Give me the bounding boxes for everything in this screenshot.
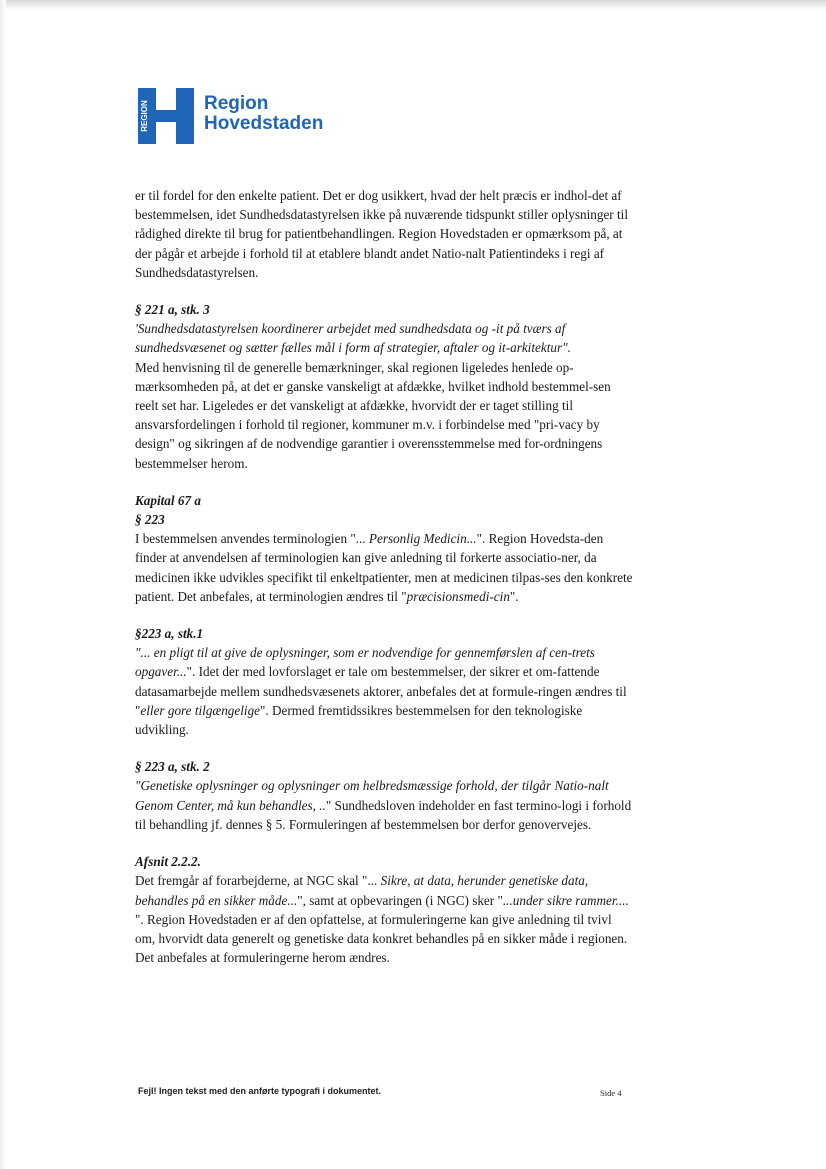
logo-line-1: Region bbox=[204, 93, 269, 114]
term-under-sikre-rammer: ...under sikre rammer.... bbox=[502, 892, 629, 908]
scan-edge-top bbox=[0, 0, 826, 10]
section-paragraph bbox=[135, 776, 635, 834]
logo-mark-text: REGION bbox=[140, 100, 149, 132]
section-223a-stk2 bbox=[135, 757, 635, 834]
region-logo bbox=[138, 88, 323, 144]
section-quote: "Genetiske oplysninger og oplysninger om helbredsmæssige forhold, der tilgår Natio-nalt Genom Center, må kun behandles, .. bbox=[135, 778, 609, 813]
section-afsnit-222 bbox=[135, 852, 635, 967]
section-heading: §223 a, stk.1 bbox=[135, 626, 204, 642]
text-run: Det fremgår af forarbejderne, at NGC skal "... bbox=[135, 873, 381, 889]
document-body bbox=[135, 186, 635, 985]
section-paragraph bbox=[135, 643, 635, 739]
term-eller-gore-tilgaengelige: eller gore tilgængelige bbox=[140, 702, 261, 718]
section-heading: Afsnit 2.2.2. bbox=[135, 854, 201, 870]
section-quote: 'Sundhedsdatastyrelsen koordinerer arbejdet med sundhedsdata og -it på tværs af sundhedsvæsenet og sætter fælles mål i form af strategier, aftaler og it-arkitektur". bbox=[135, 321, 571, 356]
text-run: ". Region Hovedsta-den finder at anvendelsen af terminologien kan give anledning til forkerte associatio-ner, da medicinen ikke udvikles specifikt til enkeltpatienter, men at medicinen tilpas-ses den konkrete patient. Det anbefales, at terminologien ændres til " bbox=[135, 531, 633, 604]
section-paragraph bbox=[135, 871, 635, 967]
intro-section bbox=[135, 186, 635, 282]
section-221a-stk3 bbox=[135, 300, 635, 473]
section-223 bbox=[135, 491, 635, 606]
text-run: ", samt at opbevaringen (i NGC) sker " bbox=[297, 892, 503, 908]
section-paragraph: Med henvisning til de generelle bemærkninger, skal regionen ligeledes henlede op-mærksomheden på, at det er ganske vanskeligt at afdække, hvilket indhold bestemmel-sen reelt set har. Ligeledes er det vanskeligt at afdække, hvorvidt der er taget stilling til ansvarsfordelingen i forhold til regioner, kommuner m.v. i forbindelse med "pri-vacy by design" og sikringen af de nodvendige garantier i overensstemmelse med for-ordningens bestemmelser herom. bbox=[135, 359, 611, 471]
text-run: ". bbox=[509, 588, 519, 604]
text-run: " Sundhedsloven indeholder en fast termino-logi i forhold til behandling jf. dennes § 5. Formuleringen af bestemmelsen bor derfor genovervejes. bbox=[135, 797, 632, 832]
text-run: ". Idet der med lovforslaget er tale om bestemmelser, der sikrer et om-fattende datasamarbejde mellem sundhedsvæsenets aktorer, anbefales det at formule-ringen ændres til " bbox=[135, 664, 627, 718]
logo-wordmark bbox=[204, 94, 323, 134]
chapter-heading: Kapital 67 a bbox=[135, 492, 201, 508]
footer-page-number: Side 4 bbox=[600, 1088, 622, 1098]
section-paragraph bbox=[135, 529, 635, 606]
term-praecisionsmedicin: præcisionsmedi-cin bbox=[406, 588, 510, 604]
intro-paragraph: er til fordel for den enkelte patient. Det er dog usikkert, hvad der helt præcis er indhol-det af bestemmelsen, idet Sundhedsdatastyrelsen ikke på nuværende tidspunkt stiller oplysninger til rådighed direkte til brug for patientbehandlingen. Region Hovedstaden er opmærksom på, at der pågår et arbejde i forhold til at etablere blandt andet Natio-nalt Patientindeks i regi af Sundhedsdatastyrelsen. bbox=[135, 188, 628, 280]
region-h-logo-icon bbox=[138, 88, 194, 144]
text-run: ". Region Hovedstaden er af den opfattelse, at formuleringerne kan give anledning til tvivl om, hvorvidt data generelt og genetiske data konkret behandles på en sikker måde i regionen. Det anbefales at formuleringerne herom ændres. bbox=[135, 911, 628, 966]
scan-edge-left bbox=[0, 0, 6, 1169]
section-heading: § 223 bbox=[135, 512, 165, 528]
section-heading: § 221 a, stk. 3 bbox=[135, 302, 210, 318]
text-run: I bestemmelsen anvendes terminologien "... bbox=[135, 531, 369, 547]
logo-line-2: Hovedstaden bbox=[204, 113, 324, 134]
text-run: ". Dermed fremtidssikres bestemmelsen for den teknologiske udvikling. bbox=[135, 702, 583, 738]
section-quote: "... en pligt til at give de oplysninger, som er nodvendige for gennemførslen af cen-trets opgaver... bbox=[135, 645, 595, 680]
section-223a-stk1 bbox=[135, 624, 635, 739]
term-sikre-data: Sikre, at data, herunder genetiske data, behandles på en sikker måde... bbox=[135, 873, 589, 908]
term-personlig-medicin: Personlig Medicin... bbox=[368, 531, 477, 547]
section-heading: § 223 a, stk. 2 bbox=[135, 759, 210, 775]
footer-error-text: Fejl! Ingen tekst med den anførte typografi i dokumentet. bbox=[138, 1086, 382, 1096]
